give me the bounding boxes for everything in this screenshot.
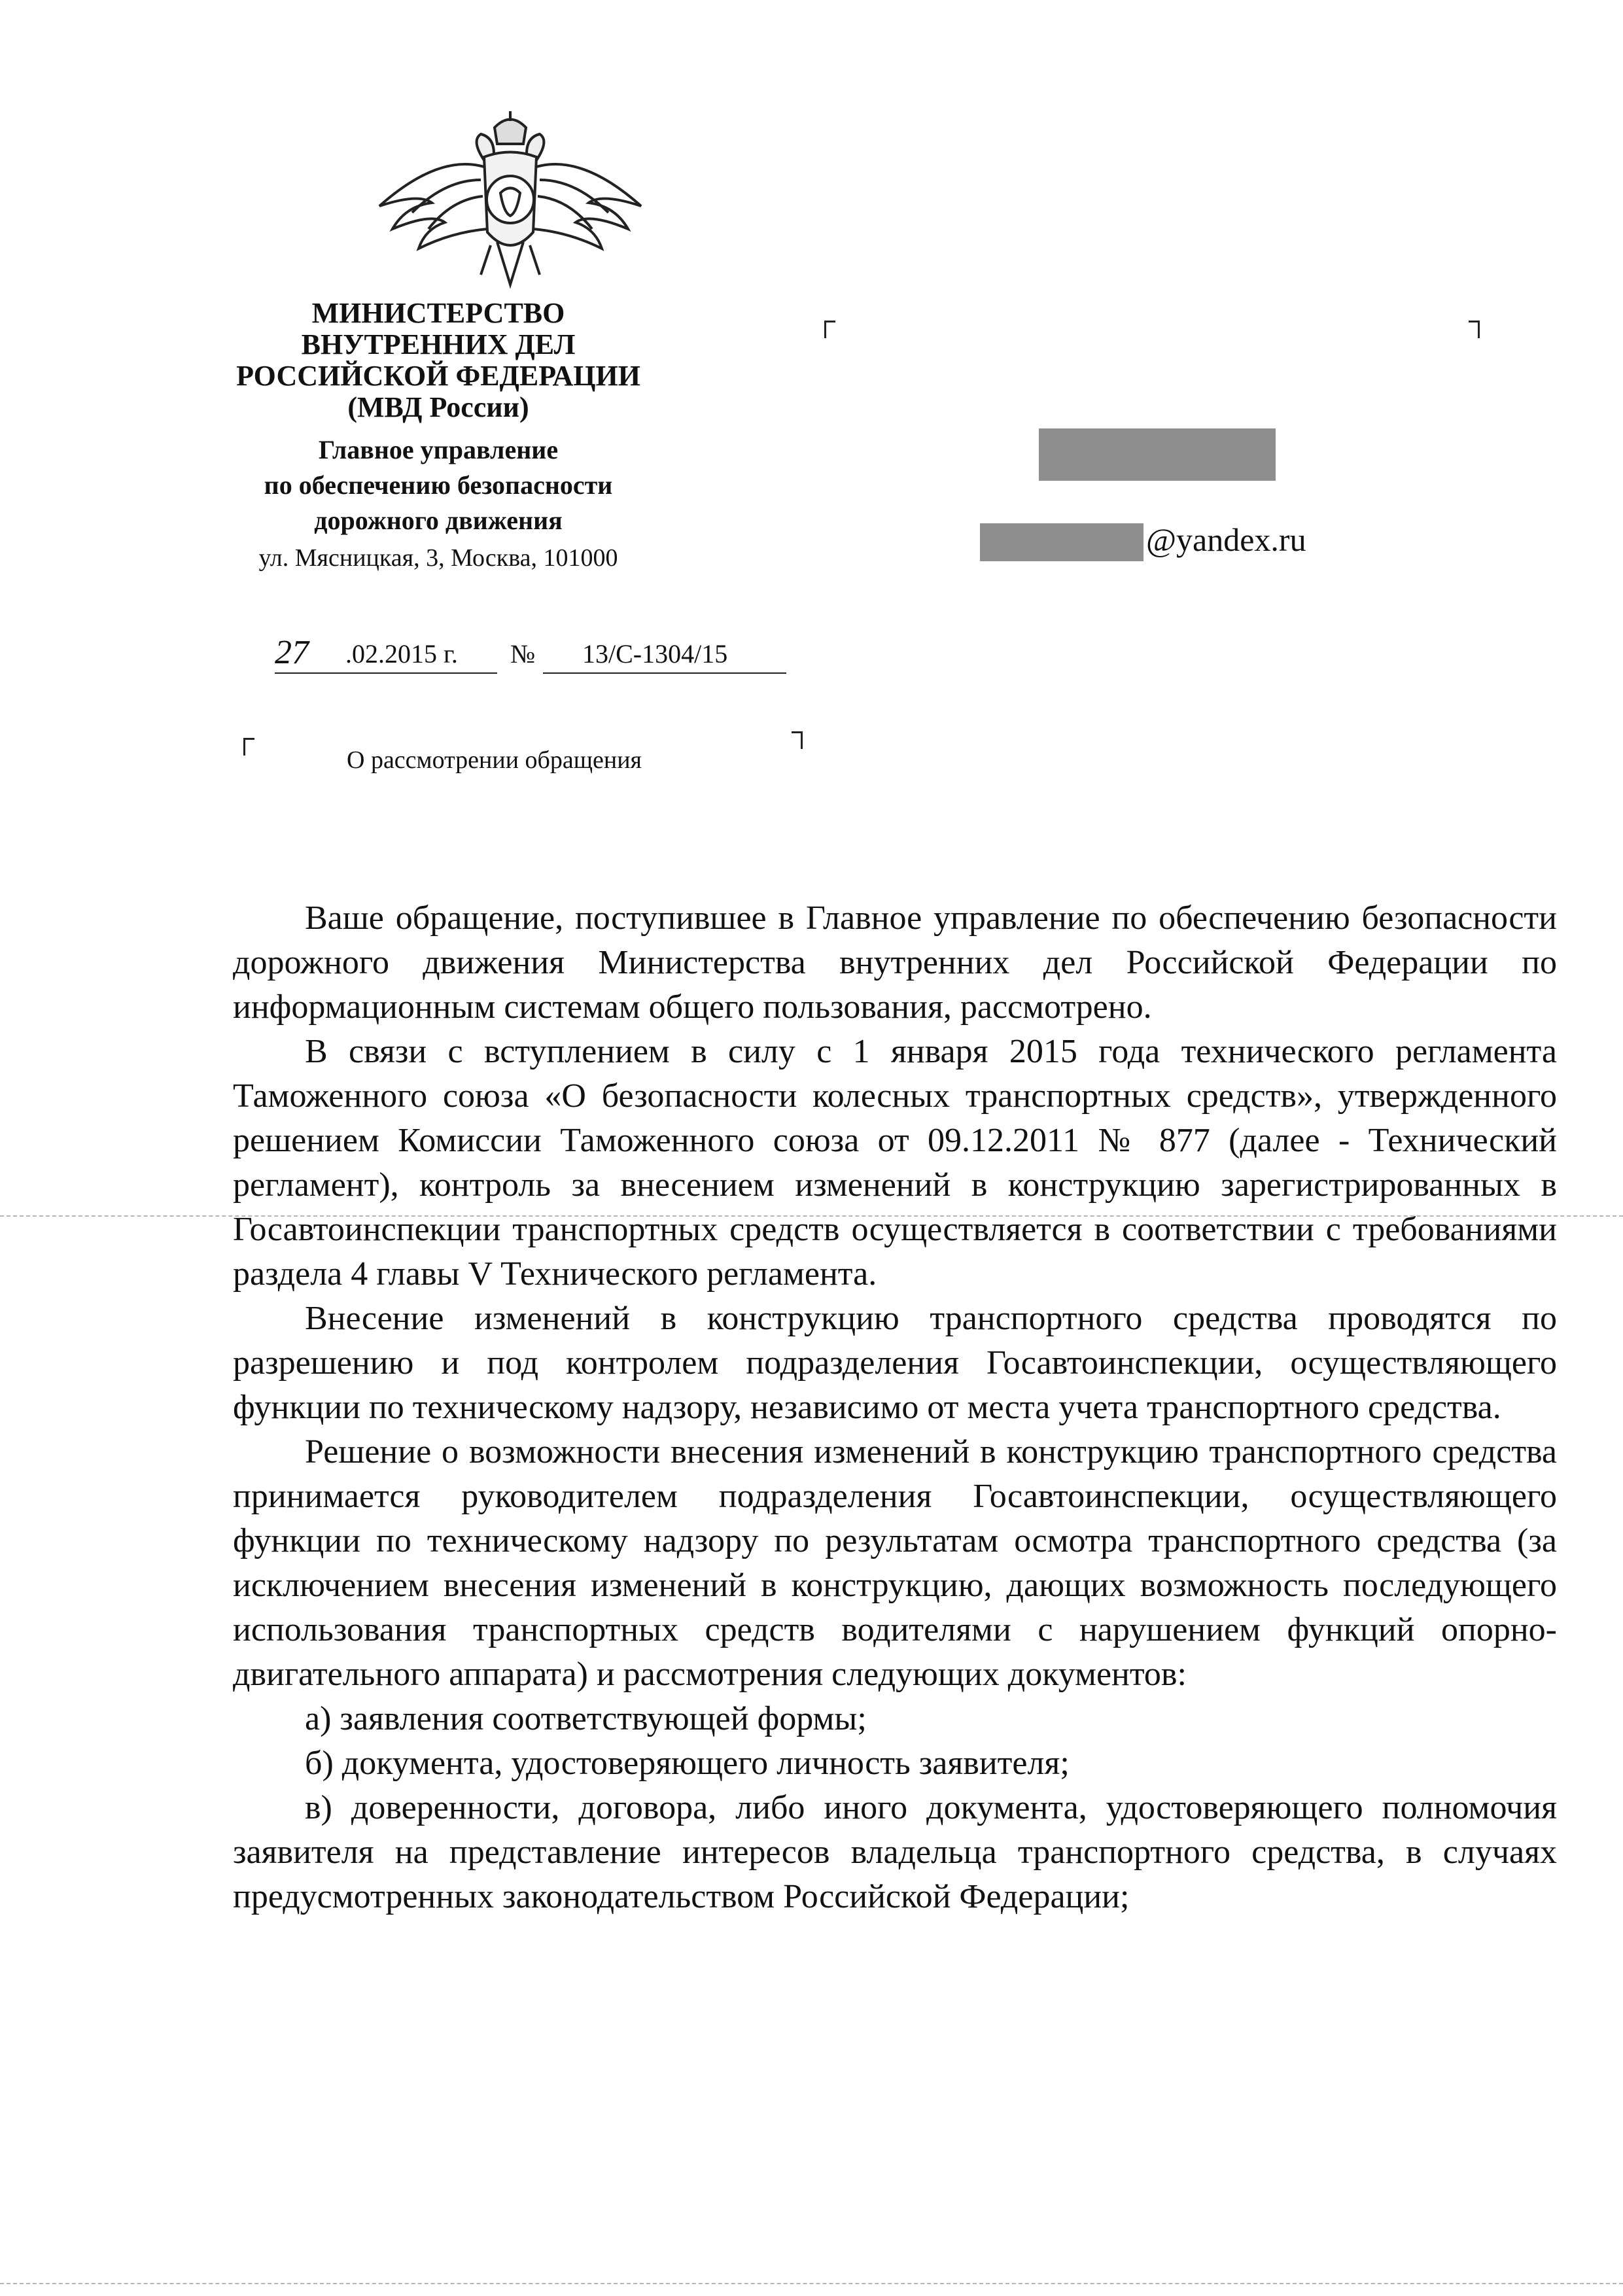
- ministry-abbreviation: (МВД России): [347, 391, 529, 423]
- body-paragraph: В связи с вступлением в силу с 1 января 2015 года технического регламента Таможенного союза «О безопасности колесных транспортных средств», утвержденного решением Комиссии Таможенного союза от 09.12.2011 № 877 (далее - Технический регламент), контроль за внесением изменений в конструкцию зарегистрированных в Госавтоинспекции транспортных средств осуществляется в соответствии с требованиями раздела 4 главы V Технического регламента.: [233, 1033, 1557, 1293]
- handwritten-date-day: 27: [275, 634, 309, 671]
- body-list-item: б) документа, удостоверяющего личность заявителя;: [305, 1745, 1070, 1782]
- body-paragraph: Внесение изменений в конструкцию транспортного средства проводятся по разрешению и под контролем подразделения Госавтоинспекции, осуществляющего функции по техническому надзору, независимо от места учета транспортного средства.: [233, 1300, 1557, 1426]
- ministry-header: [222, 298, 654, 574]
- department-name-line: дорожного движения: [314, 506, 563, 535]
- subject-bracket-left-icon: [243, 738, 254, 756]
- date-number-line: [275, 635, 798, 680]
- letter-subject: О рассмотрении обращения: [347, 746, 642, 774]
- addressee-email-domain: @yandex.ru: [1146, 521, 1306, 558]
- ministry-name-line: ВНУТРЕННИХ ДЕЛ: [301, 328, 576, 360]
- department-name-line: Главное управление: [318, 435, 559, 464]
- document-number: 13/С-1304/15: [582, 639, 728, 669]
- redacted-email-user: [980, 523, 1143, 561]
- body-list-item: в) доверенности, договора, либо иного документа, удостоверяющего полномочия заявителя на представление интересов владельца транспортного средства, в случаях предусмотренных законодательством Российской Федерации;: [233, 1789, 1557, 1915]
- date-underline: [275, 672, 497, 674]
- ministry-name-line: МИНИСТЕРСТВО: [311, 297, 565, 329]
- body-paragraph: Решение о возможности внесения изменений в конструкцию транспортного средства принимается руководителем подразделения Госавтоинспекции, осуществляющего функции по техническому надзору по результатам осмотра транспортного средства (за исключением внесения изменений в конструкцию, дающих возможность последующего использования транспортных средств водителями с нарушением функций опорно-двигательного аппарата) и рассмотрения следующих документов:: [233, 1433, 1557, 1693]
- number-underline: [543, 672, 786, 674]
- ministry-name-line: РОССИЙСКОЙ ФЕДЕРАЦИИ: [236, 360, 640, 392]
- subject-bracket-right-icon: [792, 731, 803, 749]
- body-paragraph: Ваше обращение, поступившее в Главное управление по обеспечению безопасности дорожного движения Министерства внутренних дел Российской Федерации по информационным системам общего пользования, рассмотрено.: [233, 899, 1557, 1026]
- letter-body: [233, 896, 1557, 1919]
- redacted-addressee-name: [1039, 428, 1276, 481]
- cut-line: [0, 2283, 1623, 2284]
- ministry-address: ул. Мясницкая, 3, Москва, 101000: [258, 544, 618, 572]
- number-sign: №: [510, 639, 536, 669]
- body-list-item: а) заявления соответствующей формы;: [305, 1700, 867, 1737]
- eagle-emblem-icon: [366, 108, 654, 298]
- document-date: .02.2015 г.: [345, 639, 458, 669]
- addressee-bracket-right-icon: [1469, 321, 1480, 338]
- addressee-bracket-left-icon: [824, 321, 835, 338]
- department-name-line: по обеспечению безопасности: [264, 470, 613, 500]
